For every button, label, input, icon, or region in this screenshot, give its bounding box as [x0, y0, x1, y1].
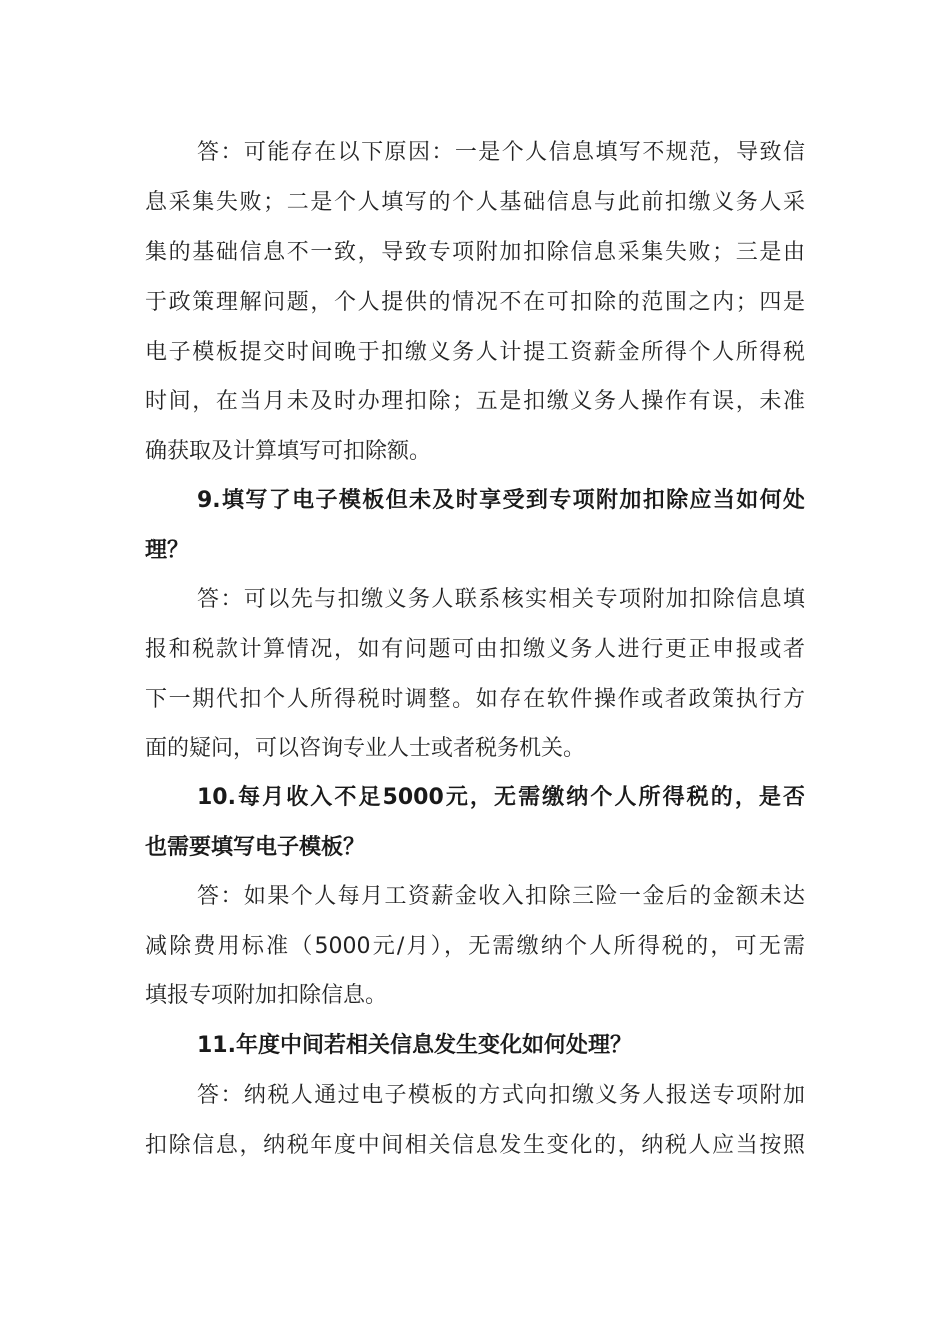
answer-9-line-1: 答：可以先与扣缴义务人联系核实相关专项附加扣除信息填 — [197, 587, 805, 612]
answer-10-line-1: 答：如果个人每月工资薪金收入扣除三险一金后的金额未达 — [197, 884, 805, 909]
answer-8-line-2: 息采集失败；二是个人填写的个人基础信息与此前扣缴义务人采 — [145, 190, 805, 215]
answer-8-line-3: 集的基础信息不一致，导致专项附加扣除信息采集失败；三是由 — [145, 240, 805, 265]
question-10-heading-line-1: 10.每月收入不足5000元，无需缴纳个人所得税的，是否 — [197, 785, 805, 810]
answer-8-line-6: 时间，在当月未及时办理扣除；五是扣缴义务人操作有误，未准 — [145, 389, 805, 414]
answer-8-line-1: 答：可能存在以下原因：一是个人信息填写不规范，导致信 — [197, 140, 805, 165]
answer-9-line-3: 下一期代扣个人所得税时调整。如存在软件操作或者政策执行方 — [145, 687, 805, 712]
answer-10-line-2: 减除费用标准（5000元/月），无需缴纳个人所得税的，可无需 — [145, 934, 805, 959]
answer-8-line-5: 电子模板提交时间晚于扣缴义务人计提工资薪金所得个人所得税 — [145, 340, 805, 365]
question-9-heading-line-2: 理？ — [145, 538, 190, 563]
answer-11-line-2: 扣除信息，纳税年度中间相关信息发生变化的，纳税人应当按照 — [145, 1133, 805, 1158]
answer-10-line-3: 填报专项附加扣除信息。 — [145, 983, 388, 1008]
question-11-heading: 11.年度中间若相关信息发生变化如何处理？ — [197, 1033, 632, 1058]
answer-9-line-2: 报和税款计算情况，如有问题可由扣缴义务人进行更正申报或者 — [145, 637, 805, 662]
answer-8-line-7: 确获取及计算填写可扣除额。 — [145, 439, 432, 464]
answer-8-line-4: 于政策理解问题，个人提供的情况不在可扣除的范围之内；四是 — [145, 290, 805, 315]
answer-11-line-1: 答：纳税人通过电子模板的方式向扣缴义务人报送专项附加 — [197, 1083, 805, 1108]
answer-9-line-4: 面的疑问，可以咨询专业人士或者税务机关。 — [145, 736, 586, 761]
question-9-heading-line-1: 9.填写了电子模板但未及时享受到专项附加扣除应当如何处 — [197, 488, 805, 513]
question-10-heading-line-2: 也需要填写电子模板？ — [145, 835, 366, 860]
